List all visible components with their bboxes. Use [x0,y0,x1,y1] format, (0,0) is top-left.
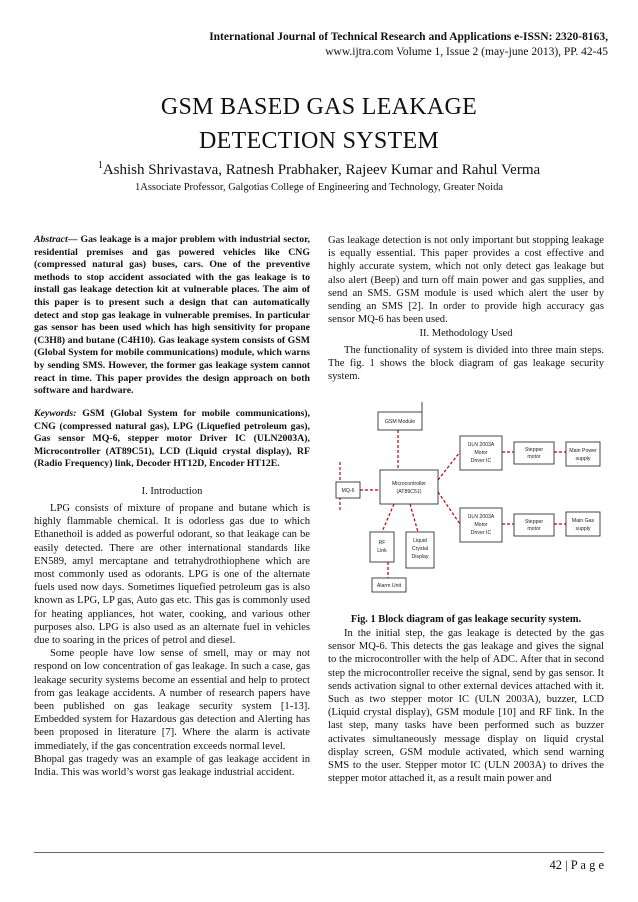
microcontroller-block [380,470,438,504]
authors [0,160,638,179]
keywords [34,408,310,471]
lcd-label-2: Crystal [411,546,429,552]
stepper-motor-block-1 [514,442,554,464]
main-power-supply-block [566,442,600,466]
journal-header [88,30,608,60]
mq6-label: MQ-6 [341,488,355,494]
intro-paragraph-3: Bhopal gas tragedy was an example of gas leakage accident in India. This was world’s worst gas leakage industrial accident. [34,753,310,779]
block-diagram [330,392,602,602]
right-paragraph-3 [328,627,604,785]
journal-header-line2: www.ijtra.com Volume 1, Issue 2 (may-june 2013), PP. 42-45 [325,46,608,58]
stepper2-label-1: Stepper [524,519,544,525]
methodology-text: The functionality of system is divided into three main steps. The fig. 1 shows the block diagram of gas leakage security system. [328,345,604,383]
block-diagram-figure [330,392,602,602]
driver1-label-2: Motor [474,450,488,456]
abstract [34,234,310,398]
paper-title-line2: DETECTION SYSTEM [198,128,440,154]
power-label-1: Main Power [569,448,597,454]
rf-label-2: Link [377,548,387,554]
abstract-lead: Abstract— [34,234,78,245]
keywords-text: GSM (Global System for mobile communications), CNG (compressed natural gas), LPG (Liquefied petroleum gas), Gas sensor MQ-6, stepper motor Driver IC (ULN2003A), Microcontroller (AT89C51), LCD (Liquid crystal display), RF (Radio Frequency) link, Decoder HT12D, Encoder HT12E. [34,408,310,470]
methodology-paragraph [328,344,604,384]
driver2-label-3: Driver IC [470,530,492,536]
paper-title [0,90,638,158]
main-gas-supply-block [566,512,600,536]
mcu-label-2: (AT89C51) [396,489,422,495]
rf-link-block [370,532,394,562]
lcd-label-3: Display [411,554,429,560]
stepper-motor-block-2 [514,514,554,536]
stepper1-label-2: motor [527,454,541,460]
stepper2-label-2: motor [527,526,541,532]
journal-header-line1: International Journal of Technical Research and Applications e-ISSN: 2320-8163, [209,31,608,43]
gsm-label: GSM Module [384,419,416,425]
driver2-label-2: Motor [474,522,488,528]
driver1-label-1: ULN 2003A [467,442,495,448]
affiliation: 1Associate Professor, Galgotias College of Engineering and Technology, Greater Noida [135,182,503,193]
paper-title-line1: GSM BASED GAS LEAKAGE [160,94,478,120]
section-heading-methodology: II. Methodology Used [419,328,513,339]
keywords-lead: Keywords: [34,408,77,419]
lcd-label-1: Liquid [413,538,427,544]
power-label-2: supply [575,456,591,462]
intro-paragraph-2: Some people have low sense of smell, may or may not respond on low concentration of gas leakage. In such a case, gas leakage security systems become an essential and help to protect from gas leakage accidents. A number of research papers have been published on gas leakage security system [1-13]. Embedded system for Hazardous gas detection and Alerting has been proposed in literature [7]. Where the alarm is activate immediately, if the gas concentration exceeds normal level. [34,648,310,752]
mcu-label-1: Microcontroller [391,481,427,487]
author-names: Ashish Shrivastava, Ratnesh Prabhaker, Rajeev Kumar and Rahul Verma [102,162,541,178]
driver2-label-1: ULN 2003A [467,514,495,520]
author-affil-mark: 1 [97,160,103,171]
introduction-body [34,502,310,779]
gas-label-1: Main Gas [571,518,595,524]
rf-label-1: RF [378,540,386,546]
figure-caption: Fig. 1 Block diagram of gas leakage security system. [350,614,582,625]
driver1-label-3: Driver IC [470,458,492,464]
footer-divider [34,852,604,853]
abstract-text: Gas leakage is a major problem with industrial sector, residential premises and gas powered vehicles like CNG (compressed natural gas) buses, cars. One of the preventive methods to stop accident associated with the gas leakage is to install gas leakage detection kit at vulnerable places. The aim of this paper is to present such a design that can automatically detect and stop gas leakage in vulnerable premises. In particular gas sensor has been used which has high sensitivity for propane (C3H8) and butane (C4H10). Gas leakage system consists of GSM (Global System for mobile communications) module, which warns by sending SMS. However, the former gas leakage system cannot react in time. This paper provides the design approach on both software and hardware. [34,234,310,397]
stepper1-label-1: Stepper [524,447,544,453]
right-paragraph-1: Gas leakage detection is not only important but stopping leakage is equally essential. This paper provides a cost effective and highly accurate system, which not only detect gas leakage but also alert (Beep) and turn off main power and gas supplies, and send an SMS. GSM module is used which alert the user by sending an SMS [2]. In order to provide high accuracy gas sensor MQ-6 has been used. [328,235,604,326]
right-paragraph-3-text: In the initial step, the gas leakage is detected by the gas sensor MQ-6. This detects the gas leakage and gives the signal to the microcontroller with the help of ADC. After that in second step the microcontroller receive the signal, send by gas sensor. It sends activation signal to other external devices attached with it. Such as two stepper motor IC (ULN 2003A), buzzer, LCD (Liquid crystal display), GSM module [10] and RF link. In the last step, many tasks have been performed such as buzzer activates simultaneously message display on liquid crystal display screen, GSM module activated, which send warning SMS to the user. Stepper motor IC (ULN 2003A) to drives the stepper motor attached it, as a result main power and [328,628,604,785]
gas-label-2: supply [575,526,591,532]
alarm-label: Alarm Unit [376,583,402,589]
page-number: 42 | P a g e [549,858,604,872]
intro-paragraph-1: LPG consists of mixture of propane and butane which is highly flammable chemical. It is odorless gas due to which Ethanethoil is added as powerful odorant, so that leakage can be easily detected. There are other international standards like EN589, amyl mercaptane and tetrahydrothiophene which are most commonly used as odorants. LPG is one of the alternate fuels used now days. Sometimes liquefied petroleum gas is also known as LPG, LP gas, Auto gas etc. This gas is commonly used for heating appliances, hot water, cooking, and various other purposes also. LPG is also used as an alternate fuel in vehicles due to soaring in the prices of petrol and diesel. [34,503,310,647]
section-heading-introduction: I. Introduction [141,486,203,497]
